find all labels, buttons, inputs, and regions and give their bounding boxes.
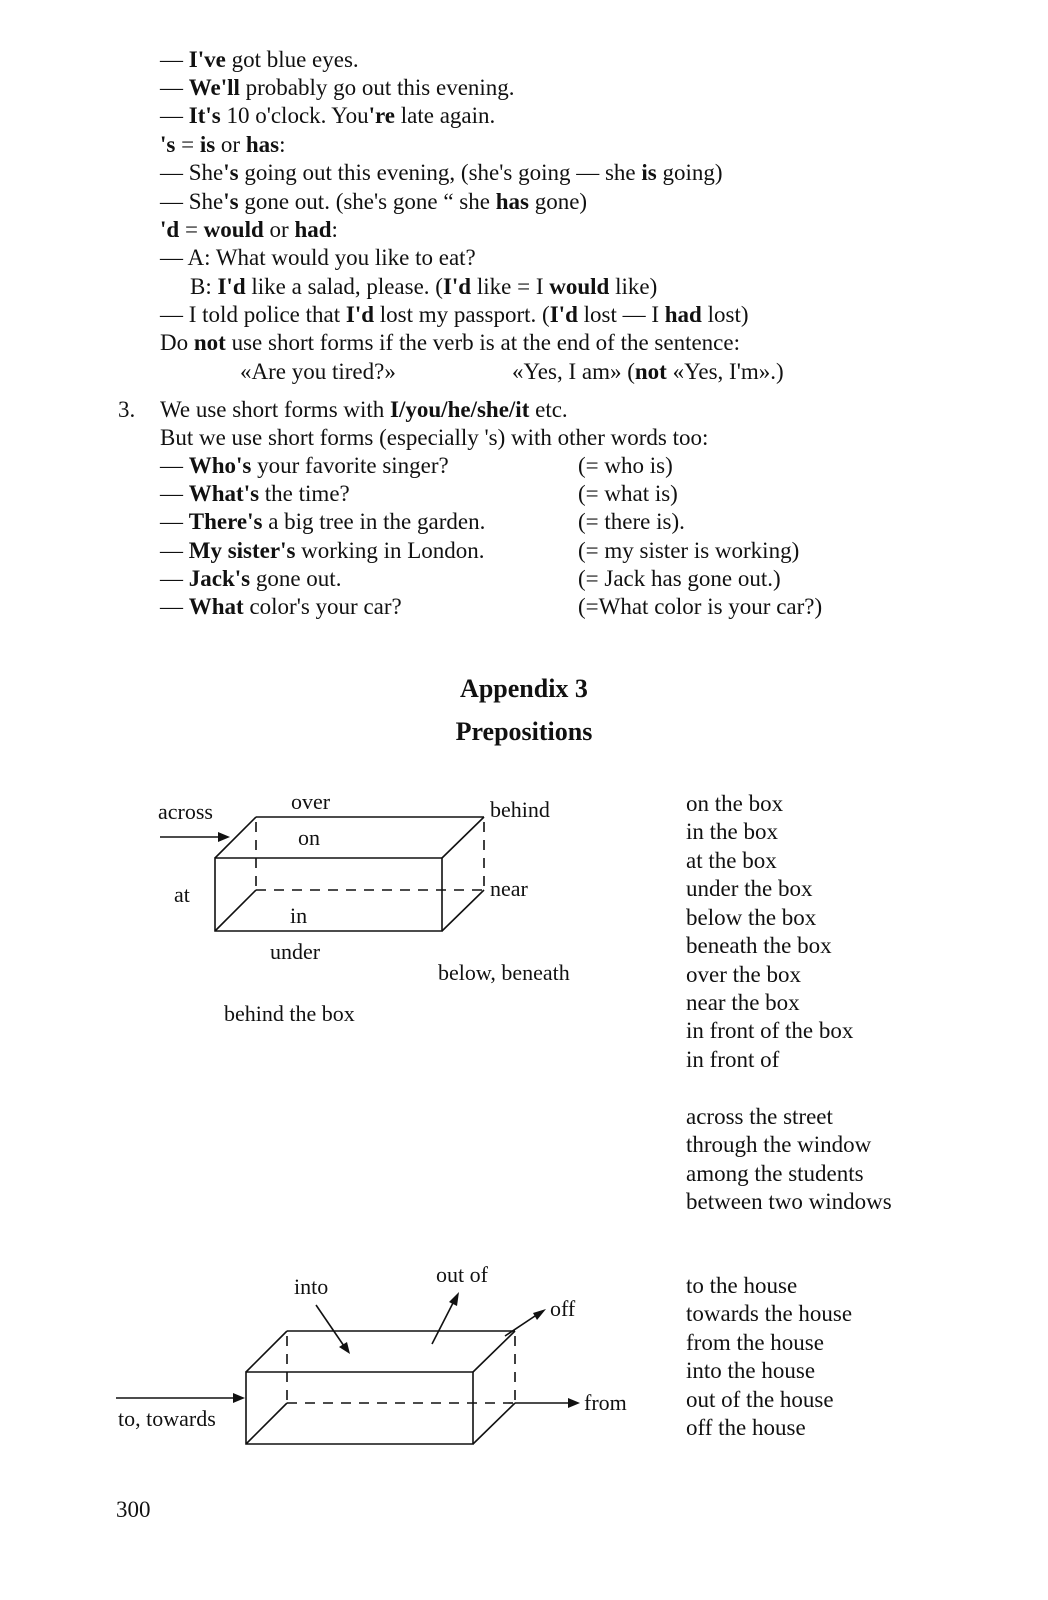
label-from: from bbox=[584, 1390, 627, 1415]
appendix-subtitle: Prepositions bbox=[455, 717, 593, 746]
label-to-towards: to, towards bbox=[118, 1406, 216, 1431]
list-item: between two windows bbox=[686, 1189, 892, 1214]
list-item: under the box bbox=[686, 876, 813, 901]
box2-edge bbox=[246, 1331, 287, 1372]
text-line: — A: What would you like to eat? bbox=[160, 245, 476, 270]
list-item: from the house bbox=[686, 1330, 824, 1355]
label-below-beneath: below, beneath bbox=[438, 960, 570, 985]
text-line: — I've got blue eyes. bbox=[160, 47, 359, 72]
label-over: over bbox=[291, 789, 331, 814]
list-item: across the street bbox=[686, 1104, 833, 1129]
example-gloss: (= Jack has gone out.) bbox=[578, 566, 781, 591]
page-number: 300 bbox=[116, 1497, 151, 1522]
example-gloss: (= who is) bbox=[578, 453, 673, 478]
box2-edge bbox=[473, 1331, 515, 1372]
example-gloss: (= my sister is working) bbox=[578, 538, 800, 563]
list-item: in front of bbox=[686, 1047, 780, 1072]
list-item: in front of the box bbox=[686, 1018, 854, 1043]
list-item: out of the house bbox=[686, 1387, 834, 1412]
example-gloss: (=What color is your car?) bbox=[578, 594, 823, 619]
label-in: in bbox=[290, 903, 308, 928]
list-item: towards the house bbox=[686, 1301, 853, 1326]
text-line: Do not use short forms if the verb is at the end of the sentence: bbox=[160, 330, 740, 355]
into-arrowhead bbox=[339, 1342, 350, 1354]
into-arrow-line bbox=[316, 1305, 344, 1346]
example-gloss: (= what is) bbox=[578, 481, 678, 506]
example-row: — My sister's working in London. bbox=[160, 538, 485, 563]
example-row: — What's the time? bbox=[160, 481, 350, 506]
list-item: in the box bbox=[686, 819, 778, 844]
out-of-arrowhead bbox=[449, 1292, 459, 1306]
label-near: near bbox=[490, 876, 528, 901]
towards-arrowhead bbox=[233, 1393, 245, 1403]
example-row: — There's a big tree in the garden. bbox=[160, 509, 486, 534]
appendix-title: Appendix 3 bbox=[460, 674, 588, 703]
list-item: at the box bbox=[686, 848, 777, 873]
text-line: — She's going out this evening, (she's going — she is going) bbox=[160, 160, 723, 185]
example-row: — Jack's gone out. bbox=[160, 566, 342, 591]
off-arrow-line bbox=[505, 1314, 538, 1336]
section-number: 3. bbox=[118, 397, 136, 422]
list-item: to the house bbox=[686, 1273, 798, 1298]
example-gloss: (= there is). bbox=[578, 509, 685, 534]
text-line: — We'll probably go out this evening. bbox=[160, 75, 515, 100]
from-arrowhead bbox=[568, 1398, 580, 1408]
off-arrowhead bbox=[533, 1309, 546, 1320]
label-out-of: out of bbox=[436, 1262, 488, 1287]
label-on: on bbox=[298, 825, 320, 850]
example-row: — Who's your favorite singer? bbox=[160, 453, 449, 478]
box2-edge bbox=[246, 1403, 287, 1444]
label-into: into bbox=[294, 1274, 329, 1299]
text-line: — It's 10 o'clock. You're late again. bbox=[160, 103, 496, 128]
text-line: 's = is or has: bbox=[160, 132, 286, 157]
text-line: 'd = would or had: bbox=[160, 217, 338, 242]
label-behind: behind bbox=[490, 797, 550, 822]
list-item: on the box bbox=[686, 791, 784, 816]
label-off: off bbox=[550, 1296, 576, 1321]
text-line: — She's gone out. (she's gone “ she has gone) bbox=[160, 189, 588, 214]
list-item: near the box bbox=[686, 990, 800, 1015]
label-behind-the-box: behind the box bbox=[224, 1001, 355, 1026]
box2-front-face bbox=[246, 1372, 473, 1444]
example-left: «Are you tired?» bbox=[240, 359, 396, 384]
box2-edge bbox=[473, 1403, 515, 1444]
list-item: through the window bbox=[686, 1132, 872, 1157]
text-line: — I told police that I'd lost my passport. (I'd lost — I had lost) bbox=[160, 302, 749, 327]
list-item: over the box bbox=[686, 962, 801, 987]
label-across: across bbox=[158, 799, 213, 824]
example-right: «Yes, I am» (not «Yes, I'm».) bbox=[512, 359, 784, 384]
text-line: B: I'd like a salad, please. (I'd like = I would like) bbox=[190, 274, 658, 299]
example-row: — What color's your car? bbox=[160, 594, 402, 619]
list-item: beneath the box bbox=[686, 933, 832, 958]
text-line: But we use short forms (especially 's) with other words too: bbox=[160, 425, 709, 450]
out-of-arrow-line bbox=[432, 1301, 454, 1344]
text-line: We use short forms with I/you/he/she/it etc. bbox=[160, 397, 568, 422]
label-at: at bbox=[174, 882, 190, 907]
list-item: among the students bbox=[686, 1161, 864, 1186]
list-item: below the box bbox=[686, 905, 817, 930]
label-under: under bbox=[270, 939, 321, 964]
list-item: off the house bbox=[686, 1415, 806, 1440]
list-item: into the house bbox=[686, 1358, 816, 1383]
